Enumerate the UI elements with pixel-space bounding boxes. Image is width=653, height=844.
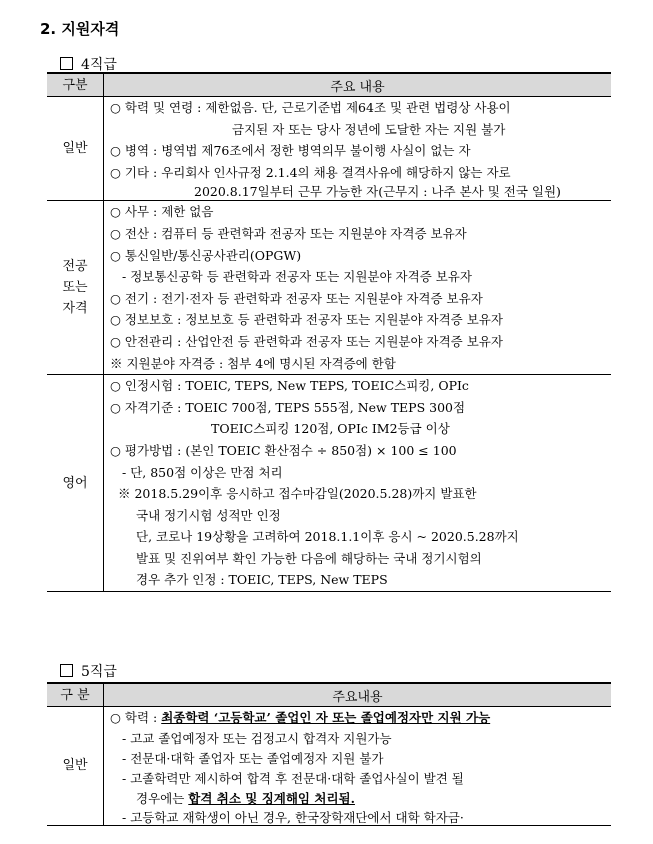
grade5-general-row: [47, 707, 611, 826]
grade5-line1-prefix: ○ 학력 :: [110, 710, 162, 725]
grade4-general-row: [47, 97, 611, 201]
major-label-line: 전공: [62, 259, 88, 275]
grade5-header-category: 구 분: [47, 683, 104, 707]
english-line: TOEIC스피킹 120점, OPIc IM2등급 이상: [211, 421, 450, 437]
major-line: ○ 통신일반/통신공사관리(OPGW): [110, 247, 302, 263]
major-line: ○ 안전관리 : 산업안전 등 관련학과 전공자 또는 지원분야 자격증 보유자: [110, 333, 503, 349]
english-line: ○ 평가방법 : (본인 TOEIC 환산점수 ÷ 850점) × 100 ≤ 100: [110, 442, 457, 458]
grade5-heading: [60, 661, 117, 681]
grade5-line: - 전문대·대학 졸업자 또는 졸업예정자 지원 불가: [122, 750, 384, 766]
grade4-english-content: [104, 375, 612, 592]
grade4-major-content: [104, 201, 612, 375]
major-line: ○ 정보보호 : 정보보호 등 관련학과 전공자 또는 지원분야 자격증 보유자: [110, 312, 503, 328]
general-line: 2020.8.17일부터 근무 가능한 자(근무지 : 나주 본사 및 전국 일원): [194, 184, 561, 200]
grade4-heading: [60, 54, 117, 74]
grade5-line: [104, 707, 611, 729]
major-line: ※ 지원분야 자격증 : 첨부 4에 명시된 자격증에 한함: [110, 355, 396, 371]
grade4-english-label: 영어: [47, 375, 104, 592]
general-line: ○ 기타 : 우리회사 인사규정 2.1.4의 채용 결격사유에 해당하지 않는 자로: [110, 164, 511, 180]
major-line: - 정보통신공학 등 관련학과 전공자 또는 지원분야 자격증 보유자: [122, 269, 472, 285]
grade5-line: [104, 789, 611, 809]
general-line: 금지된 자 또는 당사 정년에 도달한 자는 지원 불가: [232, 121, 506, 137]
major-label-line: 또는: [62, 280, 88, 296]
english-line: ○ 인정시험 : TOEIC, TEPS, New TEPS, TOEIC스피킹, OPIc: [110, 378, 469, 394]
checkbox-square-icon: [60, 664, 73, 677]
grade4-general-label: 일반: [47, 97, 104, 201]
major-line: ○ 사무 : 제한 없음: [110, 204, 214, 220]
grade4-major-label: [47, 201, 104, 375]
english-line: 발표 및 진위여부 확인 가능한 다음에 해당하는 국내 정기시험의: [136, 550, 482, 566]
grade4-heading-text: 4직급: [81, 57, 117, 73]
checkbox-square-icon: [60, 57, 73, 70]
grade5-line: - 고교 졸업예정자 또는 검정고시 합격자 지원가능: [122, 730, 392, 746]
grade5-general-content: [104, 707, 612, 826]
english-line: 국내 정기시험 성적만 인정: [136, 507, 281, 523]
grade5-general-label: 일반: [47, 707, 104, 826]
english-line: ○ 자격기준 : TOEIC 700점, TEPS 555점, New TEPS 300점: [110, 399, 466, 415]
grade5-line: - 고졸학력만 제시하여 합격 후 전문대·대학 졸업사실이 발견 될: [122, 770, 464, 786]
grade4-english-row: [47, 375, 611, 592]
english-line: - 단, 850점 이상은 만점 처리: [122, 464, 283, 480]
english-line: 경우 추가 인정 : TOEIC, TEPS, New TEPS: [136, 572, 388, 588]
grade5-heading-text: 5직급: [81, 664, 117, 680]
grade5-line5-bold: 합격 취소 및 징계해임 처리됨.: [188, 790, 355, 806]
grade5-header-content: 주요내용: [104, 683, 612, 707]
english-line: 단, 코로나 19상황을 고려하여 2018.1.1이후 응시 ~ 2020.5.28까지: [136, 529, 519, 545]
english-line: ※ 2018.5.29이후 응시하고 접수마감일(2020.5.28)까지 발표한: [118, 486, 477, 502]
grade4-header-content: 주요 내용: [104, 73, 612, 97]
general-line: ○ 병역 : 병역법 제76조에서 정한 병역의무 불이행 사실이 없는 자: [110, 143, 471, 159]
major-line: ○ 전기 : 전기·전자 등 관련학과 전공자 또는 지원분야 자격증 보유자: [110, 290, 483, 306]
grade5-line5-prefix: 경우에는: [136, 790, 189, 806]
general-line: ○ 학력 및 연령 : 제한없음. 단, 근로기준법 제64조 및 관련 법령상 사용이: [110, 100, 511, 115]
grade4-header-category: 구분: [47, 73, 104, 97]
grade5-line: - 고등학교 재학생이 아닌 경우, 한국장학재단에서 대학 학자금·: [122, 809, 464, 825]
grade5-table: [47, 682, 611, 826]
grade4-general-content: [104, 97, 612, 201]
major-label-line: 자격: [62, 301, 88, 317]
grade4-major-row: [47, 201, 611, 375]
grade5-line1-bold: 최종학력 ‘고등학교’ 졸업인 자 또는 졸업예정자만 지원 가능: [161, 710, 491, 725]
major-line: ○ 전산 : 컴퓨터 등 관련학과 전공자 또는 지원분야 자격증 보유자: [110, 225, 467, 241]
section-title: 2. 지원자격: [40, 20, 120, 38]
grade4-table: [47, 72, 611, 592]
